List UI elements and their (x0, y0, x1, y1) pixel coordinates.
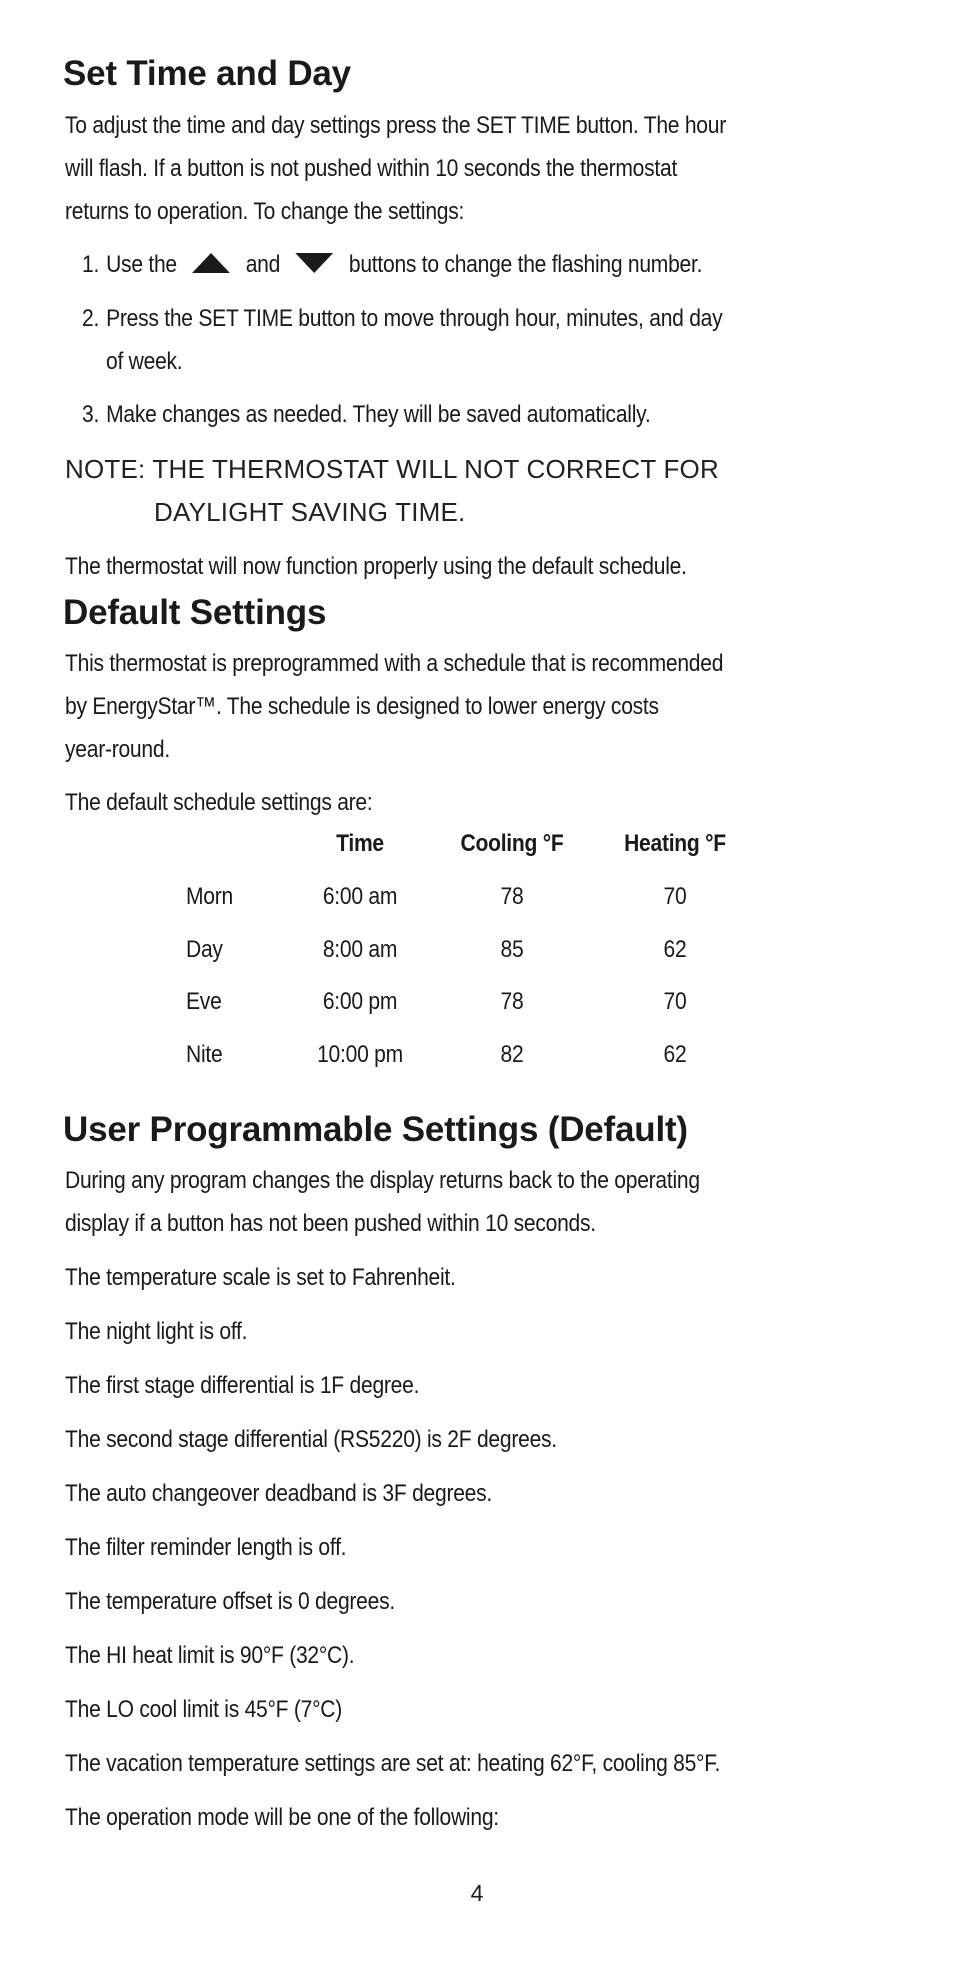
list-item-step-2-continued: of week. (106, 348, 183, 375)
step-text: Make changes as needed. They will be saved automatically. (106, 401, 651, 428)
note-line: NOTE: THE THERMOSTAT WILL NOT CORRECT FOR (65, 454, 719, 484)
down-arrow-button-icon (296, 253, 334, 273)
table-cell-heating: 70 (663, 883, 687, 910)
paragraph-line: During any program changes the display returns back to the operating (65, 1167, 700, 1194)
paragraph-line: by EnergyStar™. The schedule is designed to lower energy costs (65, 693, 659, 720)
setting-line: The filter reminder length is off. (65, 1534, 347, 1561)
setting-line: The operation mode will be one of the following: (65, 1804, 499, 1831)
paragraph-line: year-round. (65, 736, 170, 763)
paragraph-line: To adjust the time and day settings press the SET TIME button. The hour (65, 112, 726, 139)
table-cell-cooling: 82 (500, 1041, 524, 1068)
up-arrow-button-icon (192, 253, 230, 273)
table-header-time: Time (336, 830, 384, 857)
table-cell-period: Eve (186, 988, 222, 1015)
table-cell-cooling: 78 (500, 988, 524, 1015)
paragraph-line: The thermostat will now function properly using the default schedule. (65, 553, 687, 580)
table-cell-period: Nite (186, 1041, 223, 1068)
note-line: DAYLIGHT SAVING TIME. (154, 497, 466, 527)
section-title-user-programmable: User Programmable Settings (Default) (63, 1110, 688, 1149)
paragraph-line: returns to operation. To change the settings: (65, 198, 465, 225)
setting-line: The first stage differential is 1F degree. (65, 1372, 420, 1399)
setting-line: The LO cool limit is 45°F (7°C) (65, 1696, 342, 1723)
table-cell-time: 10:00 pm (317, 1041, 403, 1068)
list-item-step-2 (82, 305, 722, 333)
table-cell-cooling: 78 (500, 883, 524, 910)
setting-line: The auto changeover deadband is 3F degrees. (65, 1480, 493, 1507)
table-cell-cooling: 85 (500, 936, 524, 963)
setting-line: The temperature scale is set to Fahrenheit. (65, 1264, 456, 1291)
table-cell-heating: 62 (663, 1041, 687, 1068)
setting-line: The temperature offset is 0 degrees. (65, 1588, 395, 1615)
list-number: 2. (82, 305, 100, 332)
list-number: 3. (82, 401, 100, 428)
setting-line: The HI heat limit is 90°F (32°C). (65, 1642, 355, 1669)
table-header-cooling: Cooling °F (460, 830, 564, 857)
list-item-step-1 (82, 251, 702, 279)
paragraph-line: will flash. If a button is not pushed within 10 seconds the thermostat (65, 155, 678, 182)
list-item-step-3 (82, 401, 650, 429)
paragraph-line: display if a button has not been pushed within 10 seconds. (65, 1210, 596, 1237)
table-cell-time: 8:00 am (322, 936, 398, 963)
step-text: and (245, 251, 281, 278)
step-text: buttons to change the flashing number. (348, 251, 703, 278)
section-title-set-time: Set Time and Day (63, 54, 351, 93)
step-text: Press the SET TIME button to move through hour, minutes, and day (106, 305, 723, 332)
table-cell-period: Morn (186, 883, 233, 910)
setting-line: The night light is off. (65, 1318, 248, 1345)
step-text: Use the (106, 251, 177, 278)
table-cell-heating: 62 (663, 936, 687, 963)
table-cell-period: Day (186, 936, 223, 963)
table-cell-time: 6:00 am (322, 883, 398, 910)
table-header-heating: Heating °F (624, 830, 726, 857)
paragraph-line: This thermostat is preprogrammed with a schedule that is recommended (65, 650, 724, 677)
paragraph-line: The default schedule settings are: (65, 789, 373, 816)
list-number: 1. (82, 251, 100, 278)
table-cell-heating: 70 (663, 988, 687, 1015)
section-title-default-settings: Default Settings (63, 593, 327, 632)
setting-line: The second stage differential (RS5220) is 2F degrees. (65, 1426, 557, 1453)
setting-line: The vacation temperature settings are set at: heating 62°F, cooling 85°F. (65, 1750, 721, 1777)
table-cell-time: 6:00 pm (322, 988, 398, 1015)
page-number: 4 (470, 1880, 484, 1906)
